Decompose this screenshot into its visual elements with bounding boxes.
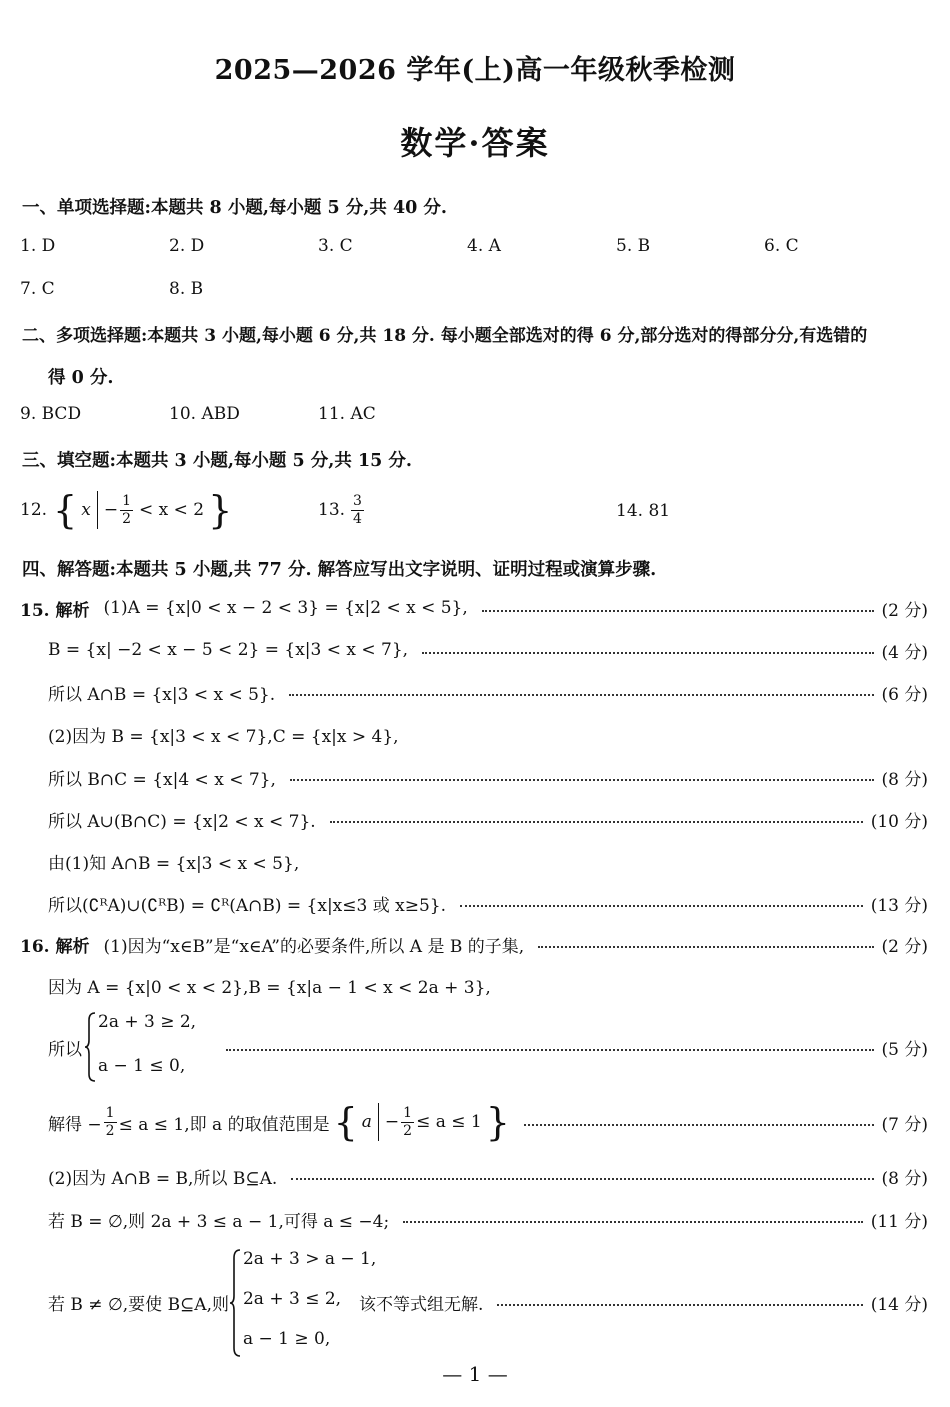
page-title: 数学·答案: [400, 124, 550, 162]
q15-line-8: [48, 890, 928, 916]
leader-dots: [289, 694, 873, 696]
points: (10 分): [870, 811, 928, 832]
system-eq-1: 2a + 3 ≥ 2,: [98, 1012, 197, 1032]
system-brace: [229, 1249, 241, 1357]
fraction: [120, 493, 133, 528]
leader-dots: [226, 1049, 874, 1051]
q16-line-2: [48, 972, 928, 998]
answer-10: 10. ABD: [169, 404, 240, 424]
set-close-brace: }: [485, 1100, 510, 1144]
answer-7: 7. C: [20, 279, 55, 299]
q15-step-text: 所以 A∩B = {x|3 < x < 5}.: [48, 684, 276, 705]
q16-system-1-row: [48, 1012, 928, 1076]
fraction-numerator: 1: [403, 1104, 413, 1121]
points: (6 分): [881, 684, 928, 705]
points: (13 分): [870, 895, 928, 916]
set-open-brace: {: [53, 488, 78, 532]
fraction-numerator: 3: [353, 492, 362, 509]
q16-step-text: (1)因为“x∈B”是“x∈A”的必要条件,所以 A 是 B 的子集,: [103, 936, 525, 957]
section-3-heading: 三、填空题:本题共 3 小题,每小题 5 分,共 15 分.: [22, 451, 412, 471]
q15-step-text: 所以 A∪(B∩C) = {x|2 < x < 7}.: [48, 811, 316, 832]
q15-line-4: [48, 721, 928, 747]
q15-step-text: 所以 B∩C = {x|4 < x < 7},: [48, 769, 276, 790]
q16-line-3: [48, 1163, 928, 1189]
points: (7 分): [881, 1114, 928, 1135]
leader-dots: [422, 652, 873, 654]
answer-1: 1. D: [20, 236, 56, 256]
system-1: [82, 1012, 212, 1076]
q16-line-1: [20, 931, 928, 957]
fraction: [401, 1105, 414, 1140]
points: (2 分): [881, 600, 928, 621]
leader-dots: [403, 1221, 862, 1223]
system-2: [229, 1249, 377, 1349]
leader-dots: [524, 1124, 874, 1126]
answer-13-label: 13.: [318, 500, 346, 520]
q15-line-5: [48, 764, 928, 790]
section-4-heading: 四、解答题:本题共 5 小题,共 77 分. 解答应写出文字说明、证明过程或演算步骤.: [22, 560, 657, 580]
leader-dots: [497, 1304, 862, 1306]
q16-step-text: 因为 A = {x|0 < x < 2},B = {x|a − 1 < x < 2a + 3},: [48, 977, 491, 998]
set-divider: [97, 491, 98, 529]
answer-12-label: 12.: [20, 500, 48, 520]
q16-step-text: (2)因为 A∩B = B,所以 B⊆A.: [48, 1168, 278, 1189]
points: (4 分): [881, 642, 928, 663]
set-close-brace: }: [208, 488, 233, 532]
answer-2: 2. D: [169, 236, 205, 256]
answer-13: [318, 488, 366, 532]
q15-step-text: B = {x| −2 < x − 5 < 2} = {x|3 < x < 7},: [48, 640, 409, 660]
q15-label: 15. 解析: [20, 600, 90, 621]
q15-step-text: 由(1)知 A∩B = {x|3 < x < 5},: [48, 853, 300, 874]
set-variable: a: [361, 1112, 372, 1132]
page-number: — 1 —: [442, 1362, 508, 1386]
points: (11 分): [870, 1211, 928, 1232]
q15-step-text: 所以(∁ᴿA)∪(∁ᴿB) = ∁ᴿ(A∩B) = {x|x≤3 或 x≥5}.: [48, 895, 447, 916]
system-note: 该不等式组无解.: [358, 1294, 484, 1315]
fraction: [104, 1105, 117, 1140]
fraction-denominator: 2: [122, 510, 131, 527]
q15-line-6: [48, 806, 928, 832]
points: (5 分): [881, 1039, 928, 1060]
fraction-denominator: 2: [403, 1122, 413, 1139]
fraction-numerator: 1: [122, 492, 131, 509]
answer-3: 3. C: [318, 236, 353, 256]
q15-step-text: (2)因为 B = {x|3 < x < 7},C = {x|x > 4},: [48, 726, 399, 747]
points: (8 分): [881, 1168, 928, 1189]
solve-middle: ≤ a ≤ 1,即 a 的取值范围是: [118, 1114, 330, 1135]
neg-sign: −: [103, 500, 119, 520]
solve-prefix: 解得 −: [48, 1114, 102, 1135]
answer-4: 4. A: [467, 236, 501, 256]
points: (14 分): [870, 1294, 928, 1315]
q16-line-4: [48, 1206, 928, 1232]
system-eq-3: a − 1 ≥ 0,: [242, 1329, 331, 1349]
answer-14: 14. 81: [616, 501, 671, 521]
q16-step-text: 若 B = ∅,则 2a + 3 ≤ a − 1,可得 a ≤ −4;: [48, 1211, 390, 1232]
q15-line-7: [48, 848, 928, 874]
leader-dots: [538, 946, 873, 948]
system-eq-2: a − 1 ≤ 0,: [98, 1056, 186, 1076]
system-brace: [84, 1012, 96, 1082]
points: (8 分): [881, 769, 928, 790]
set-open-brace: {: [333, 1100, 358, 1144]
leader-dots: [290, 779, 874, 781]
system-prefix: 所以: [48, 1039, 82, 1060]
q16-solve-row: [48, 1100, 928, 1144]
answer-6: 6. C: [764, 236, 799, 256]
system-eq-1: 2a + 3 > a − 1,: [242, 1249, 377, 1269]
q16-label: 16. 解析: [20, 936, 90, 957]
fraction-denominator: 4: [353, 510, 362, 527]
leader-dots: [482, 610, 874, 612]
fraction-denominator: 2: [105, 1122, 115, 1139]
section-2-heading: 二、多项选择题:本题共 3 小题,每小题 6 分,共 18 分. 每小题全部选对的得 6 分,部分选对的得部分分,有选错的: [22, 326, 868, 346]
exam-title: 2025—2026 学年(上)高一年级秋季检测: [214, 55, 736, 86]
answer-12: [20, 488, 232, 532]
set-condition: < x < 2: [139, 500, 205, 520]
q15-line-2: [48, 637, 928, 663]
answer-9: 9. BCD: [20, 404, 82, 424]
points: (2 分): [881, 936, 928, 957]
q15-line-3: [48, 679, 928, 705]
section-1-heading: 一、单项选择题:本题共 8 小题,每小题 5 分,共 40 分.: [22, 198, 447, 218]
fraction-numerator: 1: [105, 1104, 115, 1121]
system-eq-2: 2a + 3 ≤ 2,: [242, 1289, 342, 1309]
neg-sign: −: [384, 1112, 400, 1132]
system-prefix: 若 B ≠ ∅,要使 B⊆A,则: [48, 1294, 229, 1315]
leader-dots: [460, 905, 863, 907]
set-condition: ≤ a ≤ 1: [416, 1112, 482, 1132]
set-variable: x: [81, 500, 91, 520]
set-divider: [378, 1103, 379, 1141]
fraction: [351, 493, 364, 528]
answer-8: 8. B: [169, 279, 204, 299]
answer-5: 5. B: [616, 236, 651, 256]
q16-system-2-row: [48, 1249, 928, 1349]
leader-dots: [291, 1178, 873, 1180]
q15-line-1: [20, 595, 928, 621]
leader-dots: [330, 821, 863, 823]
answer-11: 11. AC: [318, 404, 376, 424]
section-2-heading-cont: 得 0 分.: [48, 368, 114, 388]
q15-step-text: (1)A = {x|0 < x − 2 < 3} = {x|2 < x < 5},: [103, 598, 468, 618]
